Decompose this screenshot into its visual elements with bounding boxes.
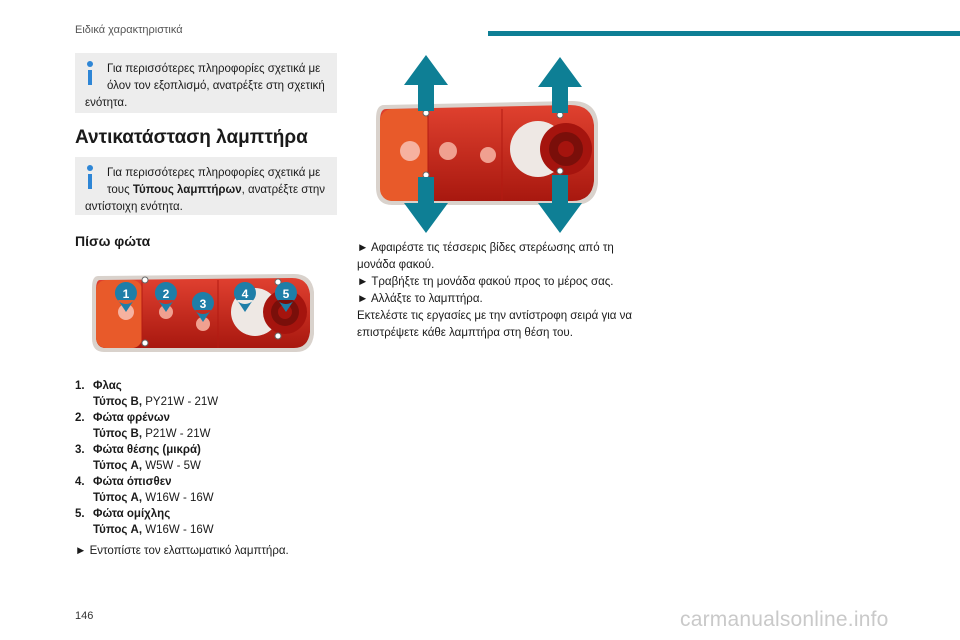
bulb-list bbox=[75, 378, 218, 538]
instruction-step: ► Τραβήξτε τη μονάδα φακού προς το μέρος σας. bbox=[357, 276, 614, 288]
callout-3 bbox=[192, 292, 214, 322]
svg-text:3: 3 bbox=[199, 297, 207, 311]
instruction-step: ► Αφαιρέστε τις τέσσερις βίδες στερέωσης από τη μονάδα φακού. bbox=[357, 242, 614, 271]
info-icon bbox=[86, 61, 94, 85]
list-item: 1. Φλας Τύπος B, PY21W - 21W bbox=[75, 380, 219, 408]
list-item: 2. Φώτα φρένων Τύπος B, P21W - 21W bbox=[75, 412, 211, 440]
arrow-up-icon bbox=[404, 55, 448, 111]
instruction-step: ► Αλλάξτε το λαμπτήρα. bbox=[357, 293, 483, 305]
lamp-callouts bbox=[108, 278, 308, 328]
header-accent-bar bbox=[488, 31, 960, 36]
info-box-bulb-types: Για περισσότερες πληροφορίες σχετικά με τους Τύπους λαμπτήρων, ανατρέξτε στην αντίστοιχη ενότητα. bbox=[75, 157, 337, 215]
callout-2 bbox=[155, 282, 177, 312]
locate-step: ► Εντοπίστε τον ελαττωματικό λαμπτήρα. bbox=[75, 545, 289, 557]
svg-text:1: 1 bbox=[122, 287, 130, 301]
info-box-equipment: Για περισσότερες πληροφορίες σχετικά με όλον τον εξοπλισμό, ανατρέξτε στη σχετική ενότητα. bbox=[75, 53, 337, 113]
list-item: 3. Φώτα θέσης (μικρά) Τύπος A, W5W - 5W bbox=[75, 444, 201, 472]
svg-text:5: 5 bbox=[282, 287, 290, 301]
callout-4 bbox=[234, 282, 256, 312]
running-header: Ειδικά χαρακτηριστικά bbox=[75, 24, 183, 36]
rear-lights-subheading: Πίσω φώτα bbox=[75, 233, 151, 249]
instruction-note: Εκτελέστε τις εργασίες με την αντίστροφη σειρά για να επιστρέψετε κάθε λαμπτήρα στη θέση του. bbox=[357, 310, 633, 339]
svg-text:4: 4 bbox=[241, 287, 249, 301]
watermark: carmanualsonline.info bbox=[680, 608, 889, 631]
svg-text:2: 2 bbox=[162, 287, 170, 301]
list-item: 5. Φώτα ομίχλης Τύπος A, W16W - 16W bbox=[75, 508, 214, 536]
page-number: 146 bbox=[75, 610, 94, 622]
lamp-removal-diagram bbox=[370, 55, 610, 233]
page-heading: Αντικατάσταση λαμπτήρα bbox=[75, 127, 308, 148]
callout-1 bbox=[115, 282, 137, 312]
info-icon bbox=[86, 165, 94, 189]
list-item: 4. Φώτα όπισθεν Τύπος A, W16W - 16W bbox=[75, 476, 214, 504]
instructions bbox=[357, 240, 637, 342]
callout-5 bbox=[275, 282, 297, 312]
